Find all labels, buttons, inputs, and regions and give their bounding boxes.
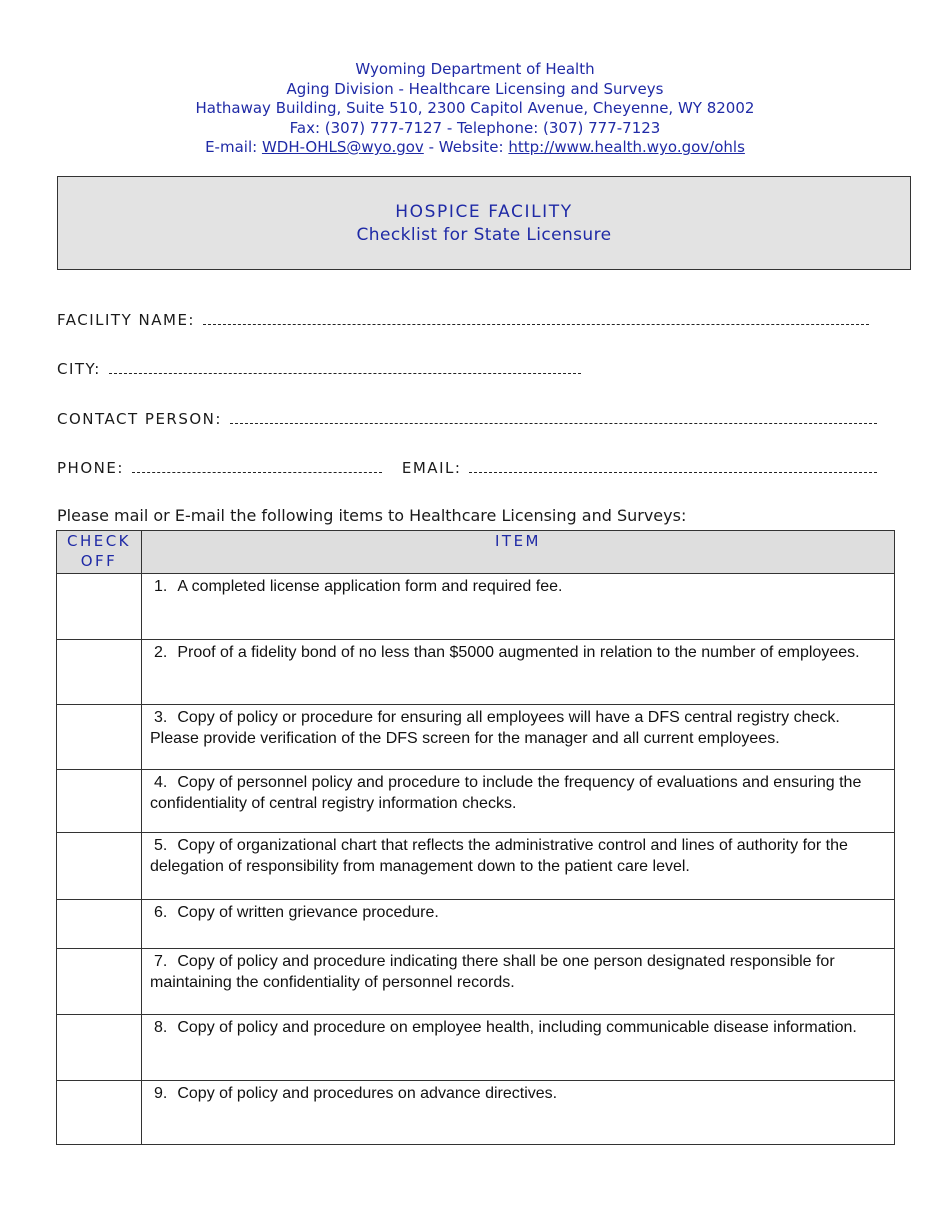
instructions-text: Please mail or E-mail the following items to Healthcare Licensing and Surveys: bbox=[57, 506, 687, 525]
item-cell bbox=[142, 900, 895, 949]
check-off-cell[interactable] bbox=[57, 770, 142, 833]
division-name: Aging Division - Healthcare Licensing and Surveys bbox=[286, 79, 664, 98]
item-number: 7. bbox=[154, 953, 168, 970]
item-text: Copy of organizational chart that reflects the administrative control and lines of authority for the delegation of responsibility from management down to the patient care level. bbox=[150, 837, 848, 875]
item-number: 6. bbox=[154, 904, 168, 921]
item-text: Copy of policy or procedure for ensuring all employees will have a DFS central registry check. Please provide verification of the DFS screen for the manager and all current employees. bbox=[150, 709, 840, 747]
fax-telephone: Fax: (307) 777-7127 - Telephone: (307) 777-7123 bbox=[289, 118, 661, 137]
website-link[interactable]: http://www.health.wyo.gov/ohls bbox=[508, 138, 745, 156]
address: Hathaway Building, Suite 510, 2300 Capitol Avenue, Cheyenne, WY 82002 bbox=[195, 99, 755, 117]
city-row bbox=[57, 359, 581, 378]
contact-person-field[interactable] bbox=[230, 409, 877, 424]
letterhead bbox=[0, 60, 950, 158]
item-cell bbox=[142, 770, 895, 833]
item-cell bbox=[142, 574, 895, 640]
item-cell bbox=[142, 705, 895, 770]
check-off-cell[interactable] bbox=[57, 1015, 142, 1081]
item-header: ITEM bbox=[142, 531, 895, 574]
item-text: Copy of policy and procedure indicating there shall be one person designated responsible for maintaining the confidentiality of personnel records. bbox=[150, 953, 835, 991]
item-cell bbox=[142, 640, 895, 705]
table-row bbox=[57, 574, 895, 640]
item-cell bbox=[142, 1015, 895, 1081]
item-text: Proof of a fidelity bond of no less than $5000 augmented in relation to the number of employees. bbox=[177, 644, 860, 661]
contact-person-row bbox=[57, 409, 877, 428]
check-off-cell[interactable] bbox=[57, 705, 142, 770]
item-cell bbox=[142, 833, 895, 900]
check-off-cell[interactable] bbox=[57, 833, 142, 900]
item-cell bbox=[142, 1081, 895, 1145]
item-text: A completed license application form and required fee. bbox=[177, 578, 563, 595]
table-row bbox=[57, 640, 895, 705]
email-label: E-mail: bbox=[205, 138, 262, 156]
item-number: 2. bbox=[154, 644, 168, 661]
table-row bbox=[57, 770, 895, 833]
check-off-cell[interactable] bbox=[57, 640, 142, 705]
contact-links bbox=[0, 138, 950, 158]
email-field[interactable] bbox=[469, 458, 877, 473]
email-link[interactable]: WDH-OHLS@wyo.gov bbox=[261, 138, 424, 156]
website-label: - Website: bbox=[423, 138, 509, 156]
item-text: Copy of written grievance procedure. bbox=[177, 904, 439, 921]
item-text: Copy of personnel policy and procedure to include the frequency of evaluations and ensuring the confidentiality of central registry information checks. bbox=[150, 774, 862, 812]
item-text: Copy of policy and procedures on advance directives. bbox=[177, 1085, 558, 1102]
check-off-cell[interactable] bbox=[57, 574, 142, 640]
contact-person-label: CONTACT PERSON: bbox=[57, 410, 222, 428]
department-name: Wyoming Department of Health bbox=[355, 60, 595, 78]
table-row bbox=[57, 705, 895, 770]
item-number: 3. bbox=[154, 709, 168, 726]
email-field-label: EMAIL: bbox=[401, 459, 462, 477]
item-number: 8. bbox=[154, 1019, 168, 1036]
form-title-box bbox=[57, 176, 911, 270]
table-row bbox=[57, 900, 895, 949]
check-off-cell[interactable] bbox=[57, 900, 142, 949]
phone-email-row bbox=[57, 458, 877, 477]
form-subtitle: Checklist for State Licensure bbox=[356, 225, 612, 245]
item-text: Copy of policy and procedure on employee health, including communicable disease information. bbox=[177, 1019, 857, 1036]
item-number: 9. bbox=[154, 1085, 168, 1102]
table-row bbox=[57, 949, 895, 1015]
item-number: 4. bbox=[154, 774, 168, 791]
table-header-row bbox=[57, 531, 895, 574]
city-field[interactable] bbox=[109, 359, 581, 374]
check-off-cell[interactable] bbox=[57, 949, 142, 1015]
table-row bbox=[57, 833, 895, 900]
form-title: HOSPICE FACILITY bbox=[395, 202, 573, 222]
checklist-table bbox=[56, 530, 895, 1145]
phone-field[interactable] bbox=[132, 458, 382, 473]
phone-label: PHONE: bbox=[57, 459, 124, 477]
city-label: CITY: bbox=[57, 360, 101, 378]
facility-name-field[interactable] bbox=[203, 310, 869, 325]
facility-name-label: FACILITY NAME: bbox=[57, 311, 195, 329]
item-number: 5. bbox=[154, 837, 168, 854]
item-number: 1. bbox=[154, 578, 168, 595]
table-row bbox=[57, 1081, 895, 1145]
check-off-cell[interactable] bbox=[57, 1081, 142, 1145]
table-row bbox=[57, 1015, 895, 1081]
facility-name-row bbox=[57, 310, 869, 329]
item-cell bbox=[142, 949, 895, 1015]
check-off-header: CHECK OFF bbox=[57, 531, 142, 574]
